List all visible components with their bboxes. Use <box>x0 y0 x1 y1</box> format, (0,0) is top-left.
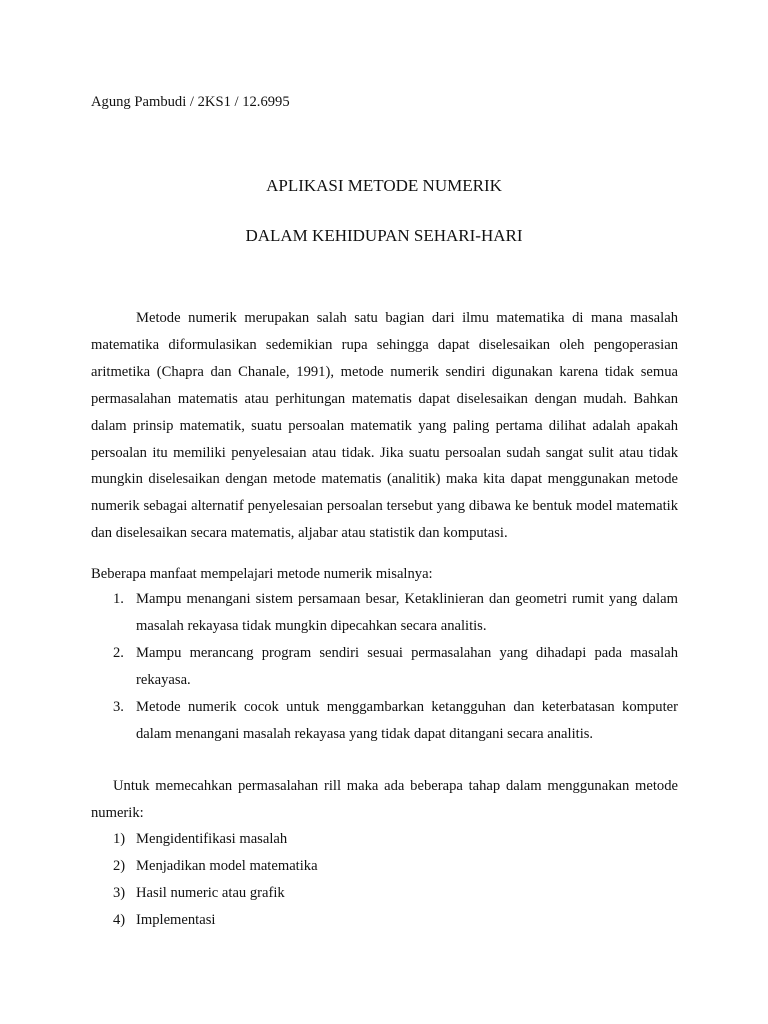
benefit-item <box>91 640 678 694</box>
benefit-text: Mampu menangani sistem persamaan besar, Ketaklinieran dan geometri rumit yang dalam masalah rekayasa tidak mungkin dipecahkan secara analitis. <box>136 591 678 634</box>
list-marker: 3) <box>113 884 126 901</box>
intro-paragraph: Metode numerik merupakan salah satu bagian dari ilmu matematika di mana masalah matematika diformulasikan sedemikian rupa sehingga dapat diselesaikan oleh pengoperasian aritmetika (Chapra dan Chanale, 1991), metode numerik sendiri digunakan karena tidak semua permasalahan matematis atau perhitungan matematis dapat diselesaikan dengan mudah. Bahkan dalam prinsip matematik, suatu persoalan matematik yang paling pertama dilihat adalah apakah persoalan itu memiliki penyelesaian atau tidak. Jika suatu persoalan sudah sangat sulit atau tidak mungkin diselesaikan dengan metode matematis (analitik) maka kita dapat menggunakan metode numerik sebagai alternatif penyelesaian persoalan tersebut yang dibawa ke bentuk model matematik dan diselesaikan secara matematis, aljabar atau statistik dan komputasi. <box>91 310 678 542</box>
list-marker: 1) <box>113 831 126 847</box>
benefit-item <box>91 586 678 640</box>
list-marker: 2) <box>113 857 126 874</box>
step-item <box>91 826 678 853</box>
step-text: Mengidentifikasi masalah <box>136 831 288 847</box>
step-item <box>91 907 678 934</box>
benefit-item <box>91 694 678 748</box>
steps-list <box>91 826 678 934</box>
author-line: Agung Pambudi / 2KS1 / 12.6995 <box>91 94 290 110</box>
step-text: Hasil numeric atau grafik <box>136 884 285 901</box>
list-marker: 1. <box>113 591 124 607</box>
steps-intro-paragraph: Untuk memecahkan permasalahan rill maka ada beberapa tahap dalam menggunakan metode numerik: <box>91 778 678 821</box>
benefit-text: Mampu merancang program sendiri sesuai permasalahan yang dihadapi pada masalah rekayasa. <box>136 644 678 688</box>
step-text: Implementasi <box>136 911 216 928</box>
step-item <box>91 853 678 880</box>
list-marker: 4) <box>113 911 126 928</box>
list-marker: 3. <box>113 698 124 715</box>
list-marker: 2. <box>113 644 124 661</box>
step-text: Menjadikan model matematika <box>136 857 318 874</box>
benefits-list <box>91 586 678 747</box>
benefits-intro: Beberapa manfaat mempelajari metode numerik misalnya: <box>91 566 433 582</box>
title-line-2: DALAM KEHIDUPAN SEHARI-HARI <box>245 226 523 245</box>
title-line-1: APLIKASI METODE NUMERIK <box>266 176 502 195</box>
step-item <box>91 880 678 907</box>
benefit-text: Metode numerik cocok untuk menggambarkan ketangguhan dan keterbatasan komputer dalam menangani masalah rekayasa yang tidak dapat ditangani secara analitis. <box>136 698 678 742</box>
